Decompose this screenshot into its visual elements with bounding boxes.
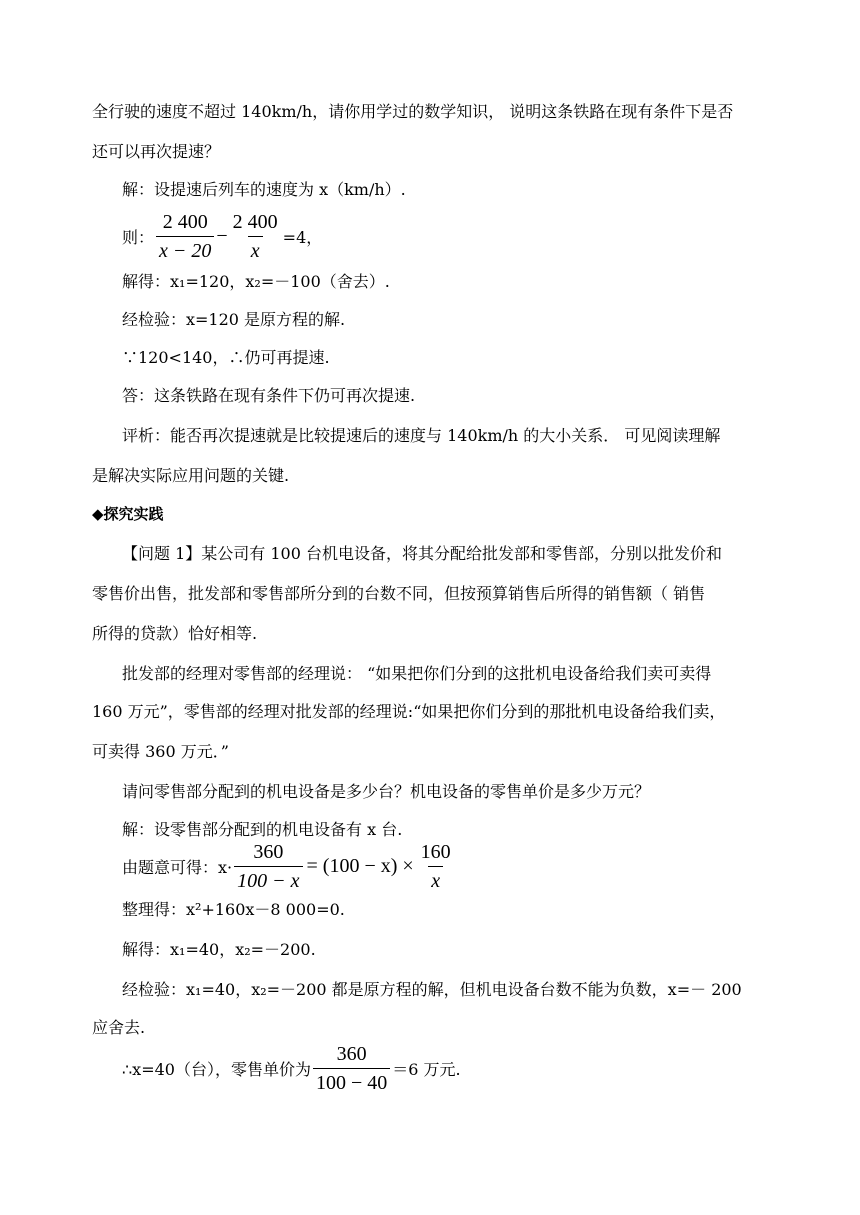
- section-heading: ◆探究实践: [92, 505, 164, 523]
- fraction-numerator: 2 400: [162, 211, 208, 233]
- fraction-denominator: x − 20: [156, 236, 214, 263]
- fraction-numerator: 360: [253, 841, 284, 863]
- equation-prefix: 则：: [122, 228, 155, 247]
- fraction-numerator: 360: [336, 1043, 367, 1065]
- text-line: 所得的贷款）恰好相等.: [92, 624, 258, 643]
- fraction-denominator: x: [248, 236, 263, 263]
- text-line: 答：这条铁路在现有条件下仍可再次提速.: [122, 386, 416, 405]
- text-line: 解：设零售部分配到的机电设备有 x 台.: [122, 820, 403, 839]
- fraction-numerator: 2 400: [232, 211, 278, 233]
- text-line: 零售价出售，批发部和零售部所分到的台数不同，但按预算销售后所得的销售额（ 销售: [92, 584, 706, 603]
- text-line: 经检验：x₁=40，x₂=－200 都是原方程的解，但机电设备台数不能为负数，x=－ 200: [122, 980, 742, 999]
- fraction: [230, 210, 281, 263]
- fraction: [313, 1042, 390, 1095]
- text-line: 是解决实际应用问题的关键.: [92, 466, 290, 485]
- text-line: ∵120<140，∴仍可再提速.: [122, 348, 330, 367]
- fraction: [156, 210, 214, 263]
- minus-sign: −: [216, 225, 228, 247]
- text-line: 还可以再次提速？: [92, 142, 221, 161]
- text-line: 可卖得 360 万元．”: [92, 742, 229, 761]
- equation-2: [122, 840, 456, 893]
- text-line: 批发部的经理对零售部的经理说： “如果把你们分到的这批机电设备给我们卖可卖得: [122, 664, 712, 683]
- fraction-denominator: x: [428, 866, 443, 893]
- equation-suffix: =4，: [282, 228, 323, 247]
- fraction-denominator: 100 − x: [234, 866, 302, 893]
- fraction: [234, 840, 302, 893]
- text-line: 解：设提速后列车的速度为 x（km/h）.: [122, 180, 406, 199]
- equation-suffix: ＝6 万元.: [392, 1060, 461, 1079]
- text-line: 整理得：x²+160x－8 000=0.: [122, 900, 345, 919]
- text-line: 评析：能否再次提速就是比较提速后的速度与 140km/h 的大小关系． 可见阅读理解: [122, 426, 721, 445]
- text-line: 请问零售部分配到的机电设备是多少台？机电设备的零售单价是多少万元？: [122, 782, 651, 801]
- text-line: 应舍去.: [92, 1018, 146, 1037]
- text-line: 全行驶的速度不超过 140km/h，请你用学过的数学知识， 说明这条铁路在现有条件下是否: [92, 102, 734, 121]
- text-line: 解得：x₁=120，x₂=－100（舍去）.: [122, 272, 390, 291]
- text-line: 解得：x₁=40，x₂=－200.: [122, 940, 316, 959]
- equation-3: [122, 1042, 461, 1095]
- text-line: 160 万元”，零售部的经理对批发部的经理说:“如果把你们分到的那批机电设备给我们卖，: [92, 702, 726, 721]
- equation-middle: = (100 − x) ×: [306, 855, 414, 877]
- fraction-denominator: 100 − 40: [313, 1068, 390, 1095]
- fraction-numerator: 160: [420, 841, 451, 863]
- equation-prefix: ∴x=40（台），零售单价为: [122, 1060, 311, 1079]
- fraction: [418, 840, 454, 893]
- text-line: 经检验：x=120 是原方程的解.: [122, 310, 346, 329]
- text-line: 【问题 1】某公司有 100 台机电设备，将其分配给批发部和零售部，分别以批发价和: [122, 544, 722, 563]
- equation-1: [122, 210, 322, 263]
- equation-prefix: 由题意可得：x·: [122, 858, 233, 877]
